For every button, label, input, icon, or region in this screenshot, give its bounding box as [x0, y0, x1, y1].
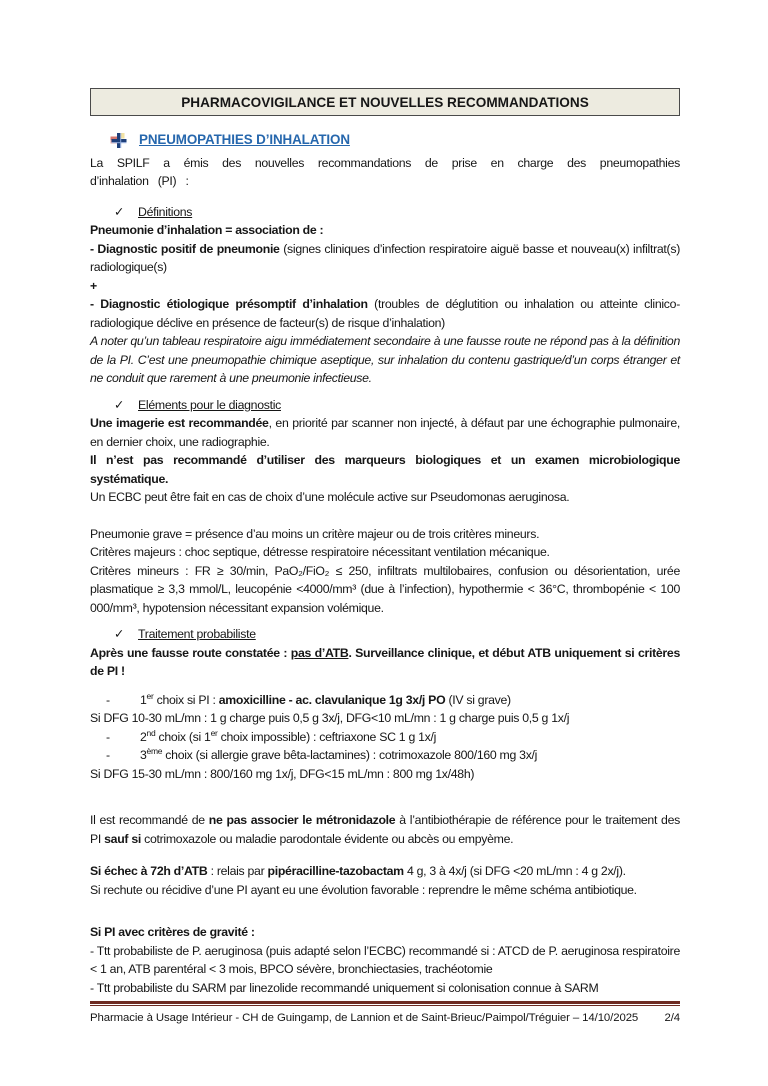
- para-criteres-mineurs: Critères mineurs : FR ≥ 30/min, PaO₂/FiO₂ ≤ 250, infiltrats multilobaires, confusion ou désorientation, urée plasmatique ≥ 3,3 mmol/L, leucopénie <4000/mm³ (due à l’infection), hypothermie < 36°C, thrombopénie < 100 000/mm³, hypotension nécessitant expansion volémique.: [90, 563, 680, 615]
- pas-datb-underline: pas d’ATB: [290, 645, 349, 660]
- choix-3-num: 3: [140, 748, 147, 762]
- para-metronidazole: [90, 811, 680, 848]
- check-icon: ✓: [114, 397, 125, 412]
- para-marqueurs: [90, 451, 680, 488]
- section-title: PNEUMOPATHIES D’INHALATION: [139, 132, 350, 147]
- metro-sauf-si: sauf si: [104, 831, 141, 846]
- association-text: Pneumonie d’inhalation = association de :: [90, 223, 324, 237]
- choix-3-text: [140, 746, 537, 765]
- choix-2-sup: nd: [146, 727, 156, 738]
- para-criteres-majeurs: Critères majeurs : choc septique, détresse respiratoire nécessitant ventilation mécanique.: [90, 545, 550, 559]
- choix-2-text: [140, 728, 436, 747]
- page-content: [90, 88, 680, 997]
- subsection-title: Eléments pour le diagnostic: [138, 397, 281, 412]
- diag-etio-rest: (troubles de déglutition ou inhalation ou atteinte clinico-radiologique déclive en présence de facteur(s) de risque d’inhalation): [90, 297, 680, 330]
- page-title-box: [90, 88, 680, 116]
- dash-bullet: -: [106, 748, 110, 762]
- metro-post: cotrimoxazole ou maladie parodontale évidente ou abcès ou empyème.: [141, 831, 514, 846]
- subsection-traitement: [90, 625, 680, 644]
- choix-1-num: 1: [140, 692, 147, 707]
- footer-row: [90, 1012, 680, 1024]
- diag-positif-bold: - Diagnostic positif de pneumonie: [90, 241, 280, 256]
- plus-sign: +: [90, 278, 97, 293]
- para-ttt-sarm: - Ttt probabiliste du SARM par linezolide recommandé uniquement si colonisation connue à SARM: [90, 980, 599, 995]
- echec-mid: : relais par: [207, 864, 268, 878]
- choix-2-tail: choix impossible) : ceftriaxone SC 1 g 1x/j: [217, 729, 437, 744]
- dash-bullet: -: [106, 692, 110, 707]
- choix-1-tail: (IV si grave): [448, 692, 511, 707]
- para-imagerie: [90, 414, 680, 451]
- subsection-diagnostic: [90, 396, 680, 415]
- para-diagnostic-positif: [90, 240, 680, 277]
- para-note-fausse-route: A noter qu’un tableau respiratoire aigu immédiatement secondaire à une fausse route ne répond pas à la définition de la PI. C’est une pneumopathie chimique aseptique, sur inhalation du contenu gastrique/d’un corps étranger et ne conduit que rarement à une pneumonie infectieuse.: [90, 334, 680, 385]
- echec-post: 4 g, 3 à 4x/j (si DFG <20 mL/mn : 4 g 2x/j).: [403, 864, 626, 878]
- fausse-route-post: . Surveillance clinique, et début ATB uniquement si critères de PI !: [90, 645, 680, 678]
- para-plus: [90, 277, 680, 296]
- para-gravite-titre: [90, 923, 680, 942]
- dash-bullet: -: [106, 729, 110, 744]
- check-icon: ✓: [114, 204, 125, 219]
- para-dfg-choix-1: Si DFG 10-30 mL/mn : 1 g charge puis 0,5 g 3x/j, DFG<10 mL/mn : 1 g charge puis 0,5 g 1x/j: [90, 711, 570, 725]
- plus-dingbat-icon: [110, 133, 127, 148]
- echec-tazobactam-bold: pipéracilline-tazobactam: [267, 864, 404, 878]
- intro-paragraph: La SPILF a émis des nouvelles recommandations de prise en charge des pneumopathies d’inhalation (PI) :: [90, 155, 680, 188]
- para-rechute: Si rechute ou récidive d’une PI ayant eu une évolution favorable : reprendre le même schéma antibiotique.: [90, 882, 637, 897]
- gravite-bold: Si PI avec critères de gravité :: [90, 925, 255, 939]
- subsection-title: Définitions: [138, 204, 193, 219]
- page-footer: [90, 1001, 680, 1024]
- metro-bold: ne pas associer le métronidazole: [208, 813, 396, 827]
- list-item-choix-2: [90, 728, 680, 747]
- diag-positif-rest: (signes cliniques d’infection respiratoire aiguë basse et nouveau(x) infiltrat(s) radiologique(s): [90, 241, 680, 274]
- imagerie-bold: Une imagerie est recommandée: [90, 416, 269, 430]
- list-item-choix-3: [90, 746, 680, 765]
- choix-3-tail: choix (si allergie grave bêta-lactamines) : cotrimoxazole 800/160 mg 3x/j: [162, 748, 538, 762]
- echec-bold: Si échec à 72h d’ATB: [90, 864, 208, 878]
- choix-2-mid: choix (si 1: [155, 729, 211, 744]
- choix-1-mid: choix si PI :: [153, 692, 219, 707]
- footer-page-number: 2/4: [664, 1012, 680, 1024]
- para-diagnostic-etiologique: [90, 295, 680, 332]
- para-ecbc: Un ECBC peut être fait en cas de choix d’une molécule active sur Pseudomonas aeruginosa.: [90, 490, 570, 504]
- para-dfg-choix-3: Si DFG 15-30 mL/mn : 800/160 mg 1x/j, DFG<15 mL/mn : 800 mg 1x/48h): [90, 766, 475, 781]
- list-item-choix-1: [90, 691, 680, 710]
- para-association: [90, 221, 680, 240]
- metro-pre: Il est recommandé de: [90, 813, 209, 827]
- para-echec-72h: [90, 862, 680, 881]
- imagerie-rest: , en priorité par scanner non injecté, à défaut par une échographie pulmonaire, en dernier choix, une radiographie.: [90, 416, 680, 449]
- diag-etio-bold: - Diagnostic étiologique présomptif d’inhalation: [90, 297, 368, 311]
- marqueurs-bold: Il n’est pas recommandé d’utiliser des marqueurs biologiques et un examen microbiologique systématique.: [90, 453, 680, 486]
- subsection-title: Traitement probabiliste: [138, 627, 256, 641]
- para-ttt-aeruginosa: - Ttt probabiliste de P. aeruginosa (puis adapté selon l’ECBC) recommandé si : ATCD de P. aeruginosa respiratoire < 1 an, ATB parentéral < 3 mois, BPCO sévère, bronchiectasies, trachéotomie: [90, 943, 680, 976]
- choix-2-num: 2: [140, 729, 147, 744]
- choix-2-sup2: er: [210, 727, 218, 738]
- metro-mid: à l’antibiothérapie de référence pour le traitement des PI: [90, 813, 680, 846]
- para-fausse-route-atb: [90, 644, 680, 681]
- footer-text: Pharmacie à Usage Intérieur - CH de Guingamp, de Lannion et de Saint-Brieuc/Paimpol/Tréguier – 14/10/2025: [90, 1012, 639, 1024]
- subsection-definitions: [90, 203, 680, 222]
- footer-rule: [90, 1001, 680, 1006]
- choix-1-text: [140, 691, 511, 710]
- choix-1-sup: er: [146, 690, 154, 701]
- section-heading: [90, 131, 680, 150]
- para-pneumonie-grave: Pneumonie grave = présence d’au moins un critère majeur ou de trois critères mineurs.: [90, 526, 540, 541]
- choix-3-sup: ème: [146, 745, 163, 756]
- fausse-route-pre: Après une fausse route constatée :: [90, 645, 291, 660]
- page-title: PHARMACOVIGILANCE ET NOUVELLES RECOMMANDATIONS: [181, 95, 589, 110]
- choix-1-drug: amoxicilline - ac. clavulanique 1g 3x/j PO: [218, 692, 449, 707]
- check-icon: ✓: [114, 627, 125, 641]
